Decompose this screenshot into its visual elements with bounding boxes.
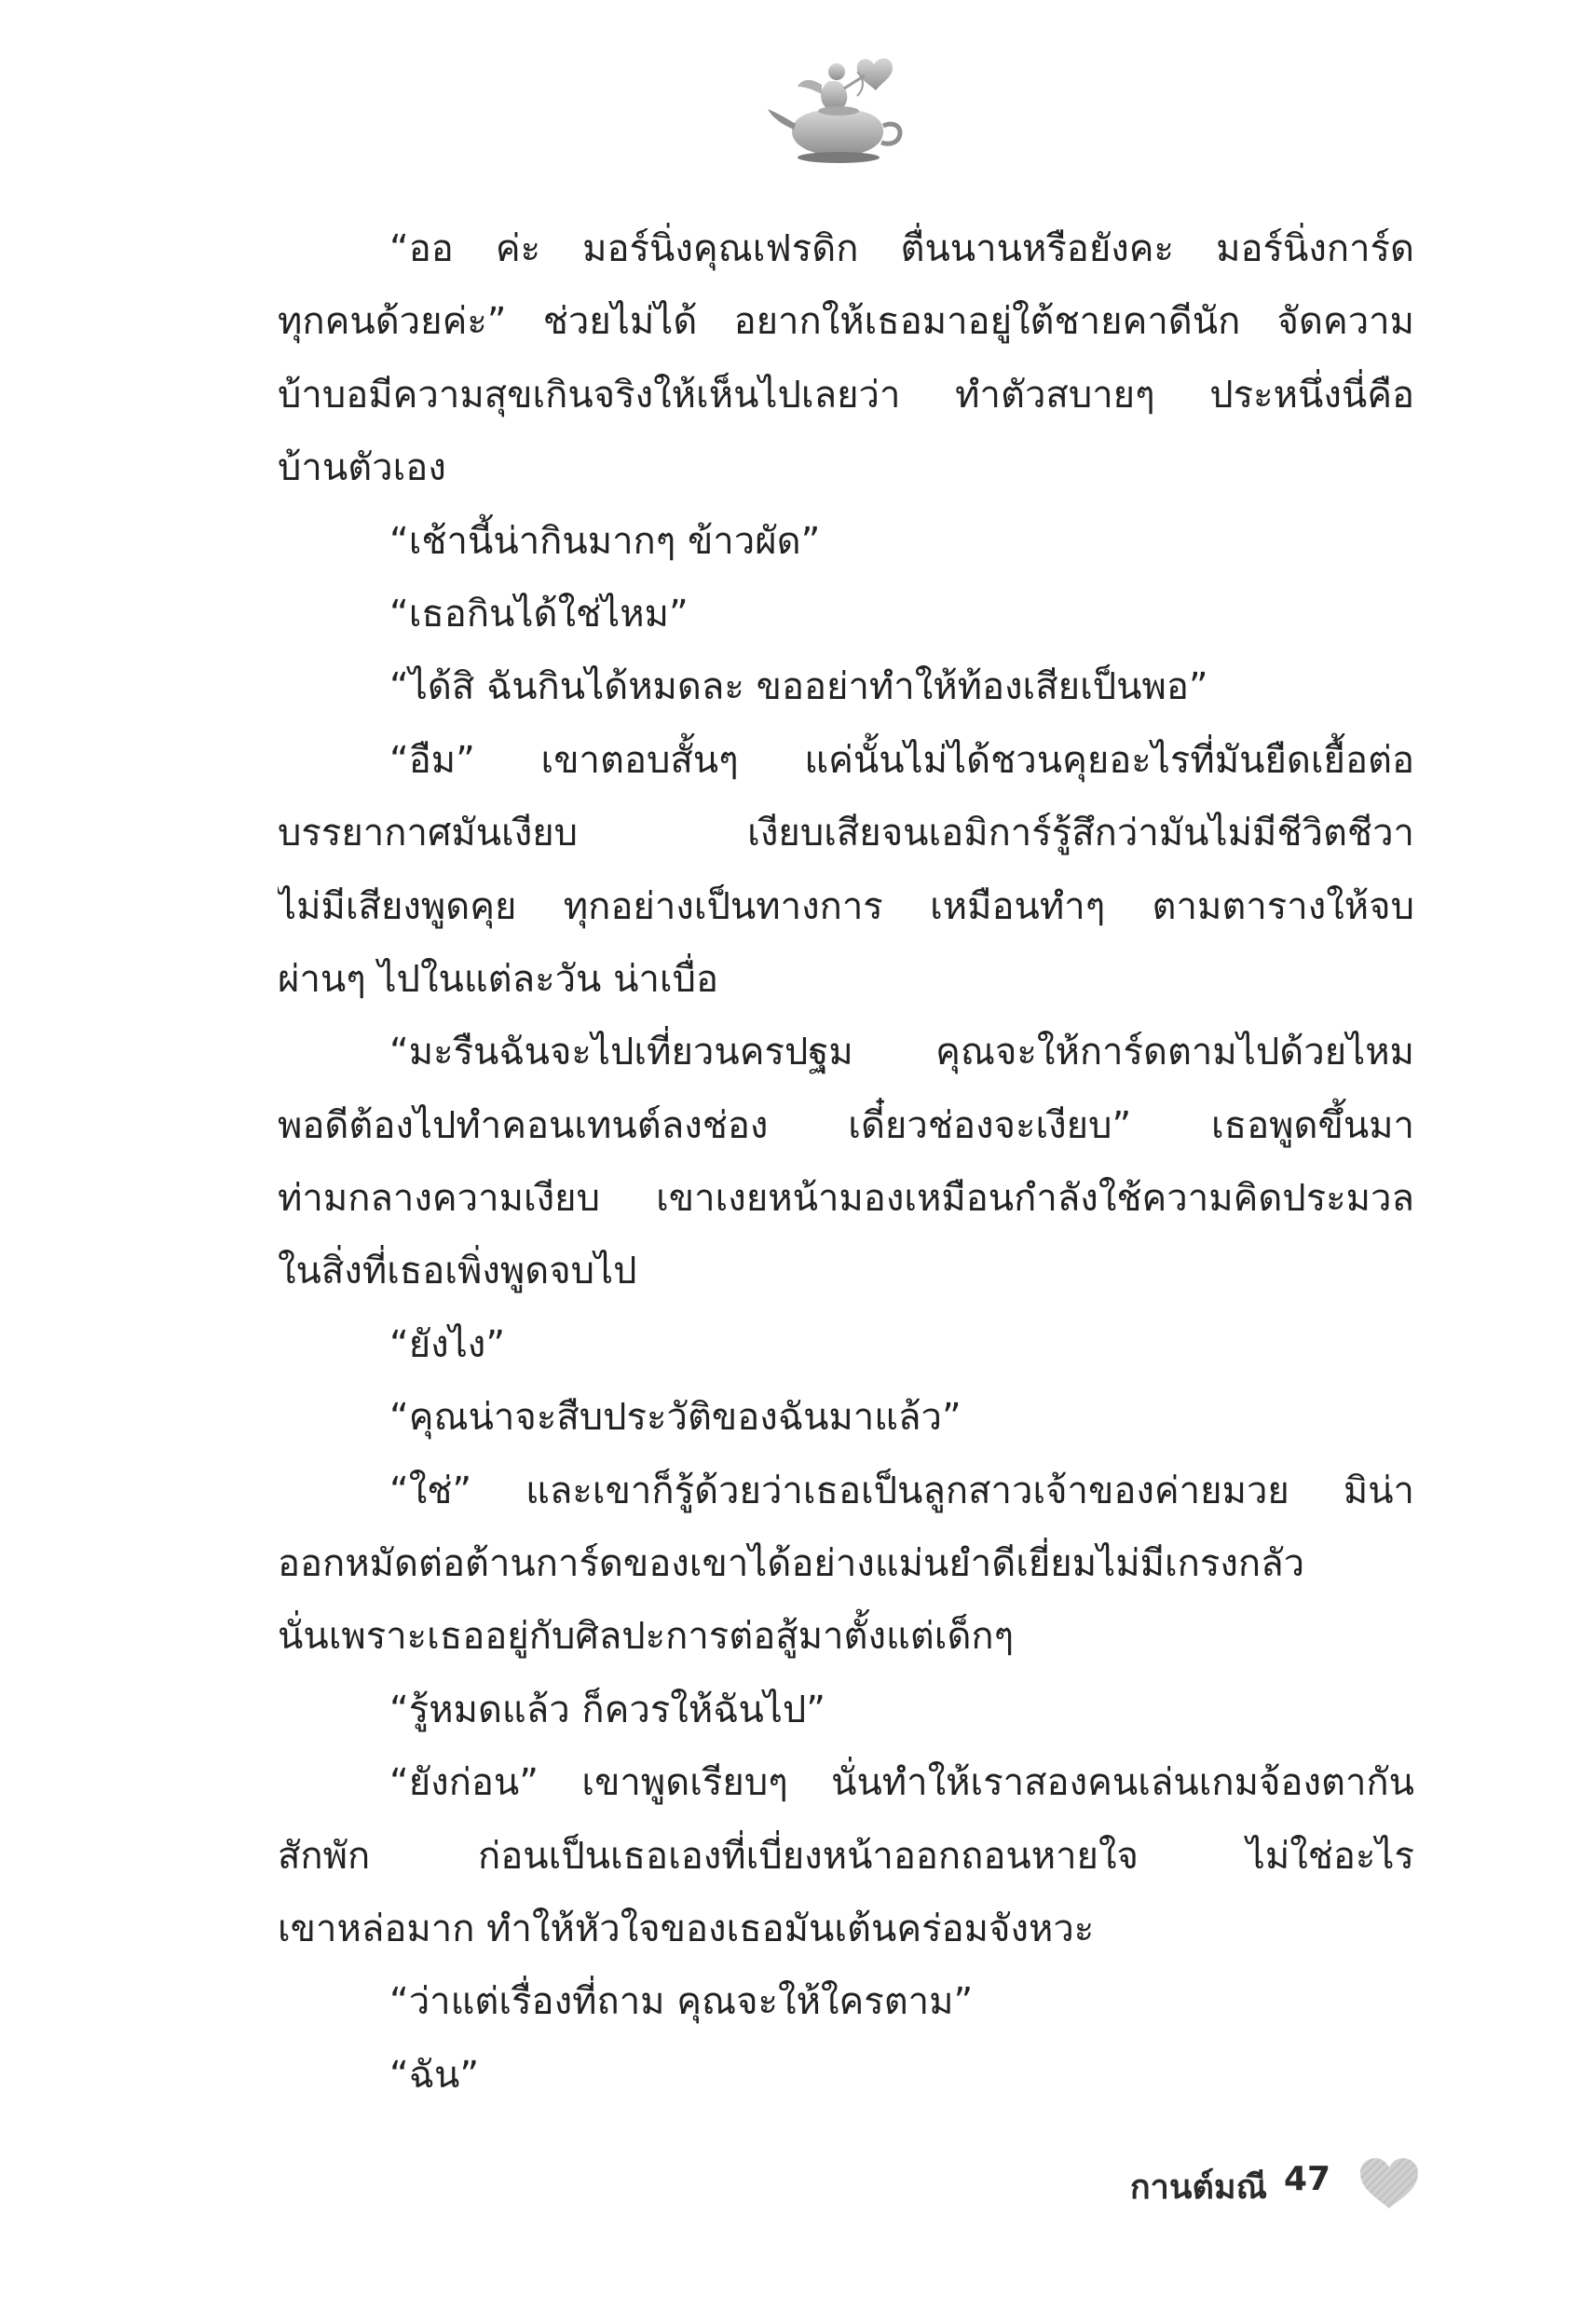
- text-line: “เธอกินได้ใช่ไหม”: [389, 592, 689, 636]
- text-line: “ได้สิ ฉันกินได้หมดละ ขออย่าทำให้ท้องเสียเป็นพอ”: [389, 665, 1208, 709]
- heart-icon: [1358, 2156, 1420, 2210]
- text-line: “ยังไง”: [389, 1322, 506, 1366]
- text-line: “อืม” เขาตอบสั้นๆ แค่นั้นไม่ได้ชวนคุยอะไรที่มันยืดเยื้อต่อ: [389, 738, 1414, 782]
- text-line: “รู้หมดแล้ว ก็ควรให้ฉันไป”: [389, 1688, 826, 1731]
- text-line: พอดีต้องไปทำคอนเทนต์ลงช่อง เดี๋ยวช่องจะเงียบ” เธอพูดขึ้นมา: [278, 1103, 1414, 1147]
- page-footer: [1099, 2153, 1435, 2218]
- page-number: 47: [1284, 2160, 1331, 2198]
- text-line: “มะรืนฉันจะไปเที่ยวนครปฐม คุณจะให้การ์ดตามไปด้วยไหม: [389, 1031, 1414, 1074]
- text-line: บ้านตัวเอง: [278, 446, 446, 490]
- text-line: “ฉัน”: [389, 2053, 480, 2097]
- text-line: “เช้านี้น่ากินมากๆ ข้าวผัด”: [389, 519, 821, 563]
- text-line: “คุณน่าจะสืบประวัติของฉันมาแล้ว”: [389, 1396, 962, 1440]
- text-line: บรรยากาศมันเงียบ เงียบเสียจนเอมิการ์รู้สึกว่ามันไม่มีชีวิตชีวา: [278, 812, 1414, 855]
- text-line: ผ่านๆ ไปในแต่ละวัน น่าเบื่อ: [278, 957, 718, 1001]
- text-line: “ว่าแต่เรื่องที่ถาม คุณจะให้ใครตาม”: [389, 1980, 974, 2024]
- text-line: ออกหมัดต่อต้านการ์ดของเขาได้อย่างแม่นยำดีเยี่ยมไม่มีเกรงกลัว: [278, 1542, 1305, 1586]
- cupid-teapot-ornament-icon: [764, 51, 913, 172]
- book-title: กานต์มณี: [1129, 2168, 1267, 2207]
- text-line: “ใช่” และเขาก็รู้ด้วยว่าเธอเป็นลูกสาวเจ้าของค่ายมวย มิน่า: [389, 1469, 1414, 1512]
- text-line: นั่นเพราะเธออยู่กับศิลปะการต่อสู้มาตั้งแต่เด็กๆ: [278, 1615, 1015, 1659]
- text-line: ทุกคนด้วยค่ะ” ช่วยไม่ได้ อยากให้เธอมาอยู่ใต้ชายคาดีนัก จัดความ: [278, 300, 1414, 344]
- text-line: เขาหล่อมาก ทำให้หัวใจของเธอมันเต้นคร่อมจังหวะ: [278, 1907, 1095, 1950]
- text-line: ในสิ่งที่เธอเพิ่งพูดจบไป: [278, 1250, 637, 1293]
- text-line: ไม่มีเสียงพูดคุย ทุกอย่างเป็นทางการ เหมือนทำๆ ตามตารางให้จบ: [278, 884, 1414, 928]
- story-text: [278, 212, 1414, 2112]
- text-line: ท่ามกลางความเงียบ เขาเงยหน้ามองเหมือนกำลังใช้ความคิดประมวล: [278, 1177, 1414, 1221]
- text-line: บ้าบอมีความสุขเกินจริงให้เห็นไปเลยว่า ทำตัวสบายๆ ประหนึ่งนี่คือ: [278, 373, 1414, 417]
- text-line: “ยังก่อน” เขาพูดเรียบๆ นั่นทำให้เราสองคนเล่นเกมจ้องตากัน: [389, 1761, 1414, 1805]
- text-line: สักพัก ก่อนเป็นเธอเองที่เบี่ยงหน้าออกถอนหายใจ ไม่ใช่อะไร: [278, 1834, 1414, 1878]
- text-line: “ออ ค่ะ มอร์นิ่งคุณเฟรดิก ตื่นนานหรือยังคะ มอร์นิ่งการ์ด: [389, 227, 1414, 270]
